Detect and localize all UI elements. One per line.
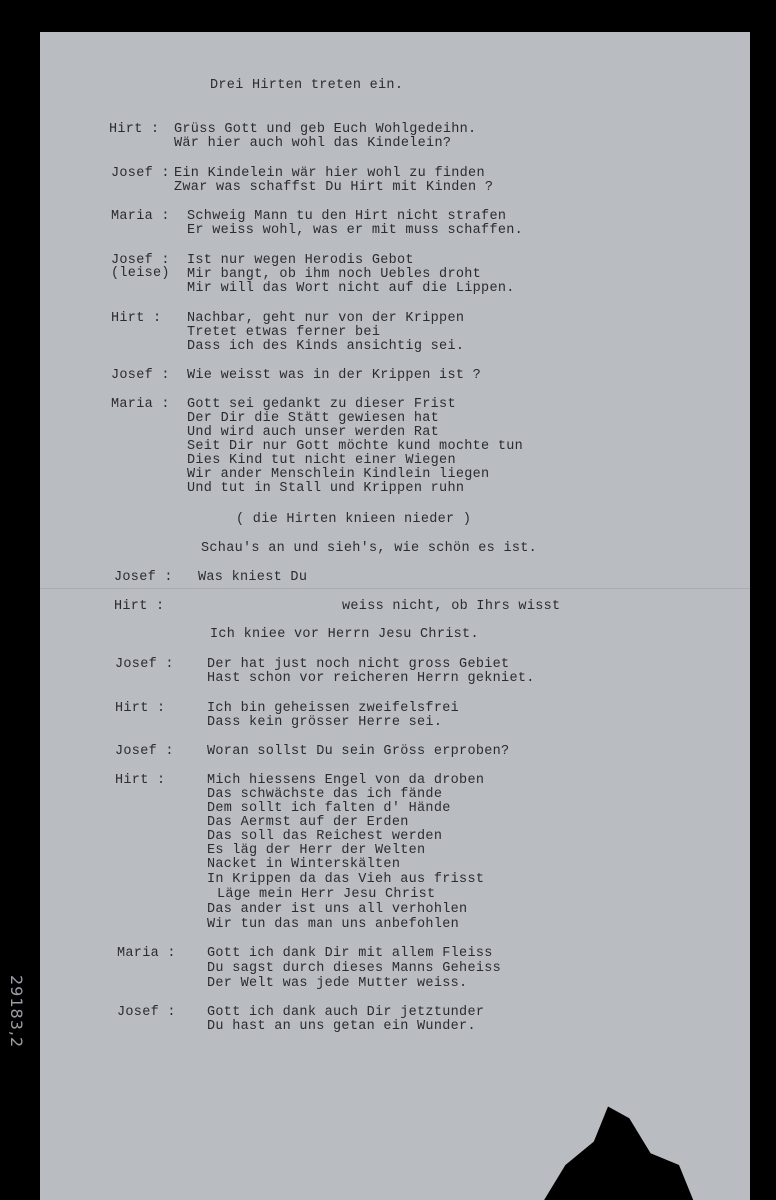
verse-line: Zwar was schaffst Du Hirt mit Kinden ? [174,180,494,195]
speaker-label: Josef : [115,657,174,672]
speaker-label: Maria : [111,397,170,412]
speaker-label: Hirt : [111,311,162,326]
speaker-label: Josef : [115,744,174,759]
verse-line: Gott ich dank auch Dir jetztunder [207,1005,485,1020]
verse-line: Hast schon vor reicheren Herrn gekniet. [207,671,535,686]
speaker-label: Hirt : [114,599,165,614]
verse-line: Du hast an uns getan ein Wunder. [207,1019,476,1034]
verse-line: Dass ich des Kinds ansichtig sei. [187,339,465,354]
verse-line: weiss nicht, ob Ihrs wisst [342,599,561,614]
verse-line: Dass kein grösser Herre sei. [207,715,443,730]
verse-line: Dem sollt ich falten d' Hände [207,801,451,816]
speaker-label: Hirt : [115,701,166,716]
verse-line: Der Dir die Stätt gewiesen hat [187,411,440,426]
verse-line: Wär hier auch wohl das Kindelein? [174,136,452,151]
verse-line: Dies Kind tut nicht einer Wiegen [187,453,456,468]
verse-line: Nacket in Winterskälten [207,857,401,872]
verse-line: Tretet etwas ferner bei [187,325,381,340]
verse-line: Wir tun das man uns anbefohlen [207,917,460,932]
verse-line: Es läg der Herr der Welten [207,843,426,858]
verse-line: Seit Dir nur Gott möchte kund mochte tun [187,439,524,454]
verse-line: Gott ich dank Dir mit allem Fleiss [207,946,493,961]
verse-line: Du sagst durch dieses Manns Geheiss [207,961,502,976]
verse-line: Er weiss wohl, was er mit muss schaffen. [187,223,524,238]
speaker-label: Josef : [114,570,173,585]
verse-line: Mich hiessens Engel von da droben [207,773,485,788]
verse-line: Das ander ist uns all verhohlen [207,902,468,917]
speaker-label: Maria : [117,946,176,961]
speaker-label: Maria : [111,209,170,224]
verse-line: Wie weisst was in der Krippen ist ? [187,368,482,383]
verse-line: Ich bin geheissen zweifelsfrei [207,701,460,716]
verse-line: Der Welt was jede Mutter weiss. [207,976,468,991]
paper-fold [40,588,750,589]
verse-line: Ist nur wegen Herodis Gebot [187,253,414,268]
verse-line: Grüss Gott und geb Euch Wohlgedeihn. [174,122,477,137]
verse-line: Wir ander Menschlein Kindlein liegen [187,467,490,482]
verse-line: Das schwächste das ich fände [207,787,443,802]
speaker-label: Josef : [111,166,170,181]
verse-line: Und wird auch unser werden Rat [187,425,440,440]
verse-line: Mir will das Wort nicht auf die Lippen. [187,281,515,296]
verse-line: Ein Kindelein wär hier wohl zu finden [174,166,485,181]
speaker-label: Hirt : [109,122,160,137]
speaker-label: Josef : [117,1005,176,1020]
verse-line: Ich kniee vor Herrn Jesu Christ. [210,627,479,642]
speaker-label: Hirt : [115,773,166,788]
page-title: Drei Hirten treten ein. [210,78,404,93]
verse-line: Nachbar, geht nur von der Krippen [187,311,465,326]
verse-line: Was kniest Du [198,570,308,585]
verse-line: Das Aermst auf der Erden [207,815,409,830]
verse-line: Schau's an und sieh's, wie schön es ist. [201,541,538,556]
verse-line: Mir bangt, ob ihm noch Uebles droht [187,267,482,282]
verse-line: Schweig Mann tu den Hirt nicht strafen [187,209,507,224]
verse-line: Gott sei gedankt zu dieser Frist [187,397,456,412]
speaker-label: Josef : [111,368,170,383]
stage-direction: ( die Hirten knieen nieder ) [236,512,472,527]
verse-line: Der hat just noch nicht gross Gebiet [207,657,510,672]
verse-line: In Krippen da das Vieh aus frisst [207,872,485,887]
verse-line: Läge mein Herr Jesu Christ [217,887,436,902]
verse-line: Das soll das Reichest werden [207,829,443,844]
pencil-archive-number: 29183,2 [7,975,26,1049]
verse-line: Und tut in Stall und Krippen ruhn [187,481,465,496]
verse-line: Woran sollst Du sein Gröss erproben? [207,744,510,759]
stage-note: (leise) [111,266,170,281]
speaker-label: Josef : [111,253,170,268]
